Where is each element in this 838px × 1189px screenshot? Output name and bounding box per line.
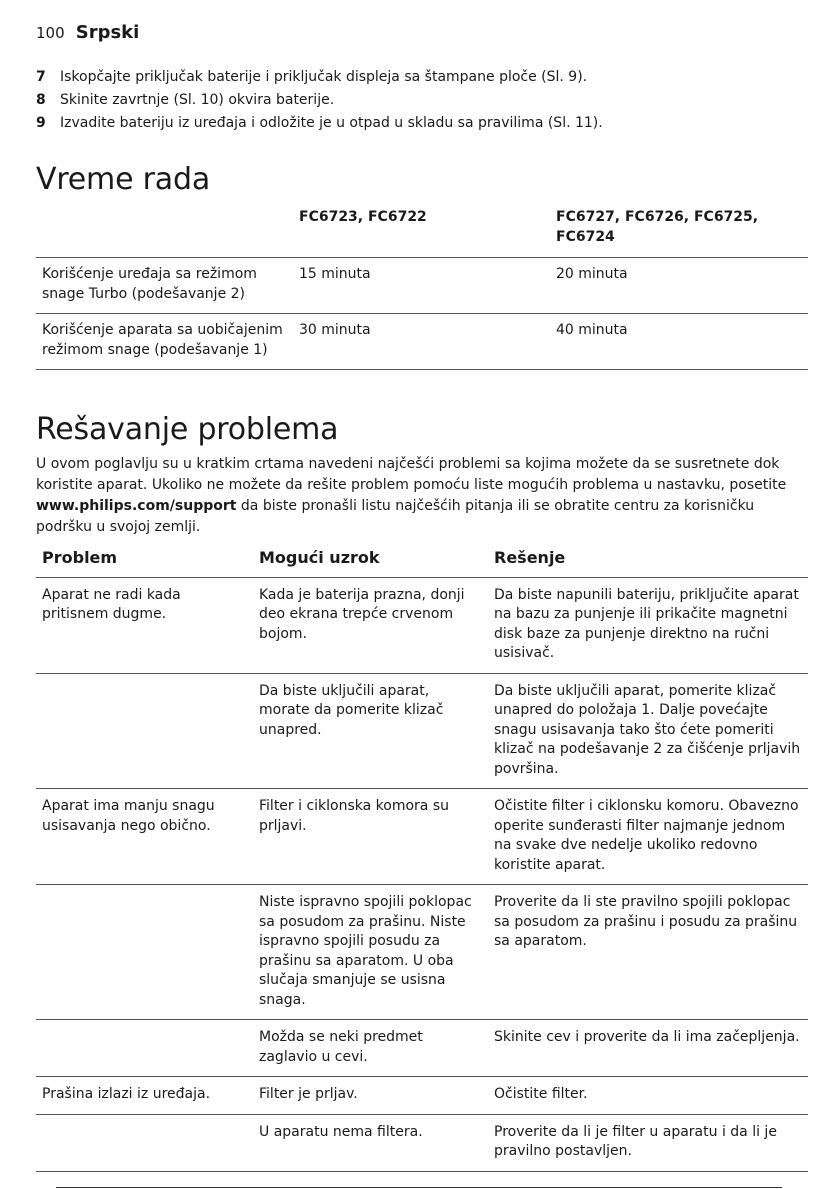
step-number: 7 [36,69,46,85]
table-cell: U aparatu nema filtera. [253,1114,488,1171]
table-row [36,1114,808,1171]
table-cell: Aparat ima manju snagu usisavanja nego obično. [36,789,253,885]
table-cell: Skinite cev i proverite da li ima začepljenja. [488,1020,808,1077]
table-cell: Filter je prljav. [253,1077,488,1115]
table-cell: Filter i ciklonska komora su prljavi. [253,789,488,885]
column-header: Problem [36,542,253,577]
table-cell: Proverite da li je filter u aparatu i da li je pravilno postavljen. [488,1114,808,1171]
table-cell [36,673,253,789]
table-cell: Aparat ne radi kada pritisnem dugme. [36,577,253,673]
table-cell: Korišćenje aparata sa uobičajenim režimom snage (podešavanje 1) [36,314,293,370]
runtime-heading: Vreme rada [36,162,211,197]
table-cell: Možda se neki predmet zaglavio u cevi. [253,1020,488,1077]
troubleshooting-heading: Rešavanje problema [36,412,339,447]
step-item [36,112,816,135]
footer-divider [56,1187,782,1188]
table-row [36,885,808,1020]
table-row [36,1020,808,1077]
step-item [36,66,816,89]
language-label: Srpski [75,22,140,43]
table-cell: 15 minuta [293,258,550,314]
table-cell: Da biste uključili aparat, pomerite klizač unapred do položaja 1. Dalje povećajte snagu usisavanja tako što ćete pomeriti klizač na podešavanje 2 za čišćenje prljavih površina. [488,673,808,789]
table-cell: Proverite da li ste pravilno spojili poklopac sa posudom za prašinu i posudu za prašinu sa aparatom. [488,885,808,1020]
table-cell: Očistite filter. [488,1077,808,1115]
table-cell: Prašina izlazi iz uređaja. [36,1077,253,1115]
table-header-row [36,203,808,258]
step-text: Skinite zavrtnje (Sl. 10) okvira baterije. [60,92,335,108]
table-cell: Niste ispravno spojili poklopac sa posudom za prašinu. Niste ispravno spojili posudu za prašinu sa aparatom. U oba slučaja smanjuje se usisna snaga. [253,885,488,1020]
table-cell: Da biste napunili bateriju, priključite aparat na bazu za punjenje ili prikačite magnetni disk baze za punjenje direktno na ručni usisivač. [488,577,808,673]
table-row [36,577,808,673]
support-link[interactable]: www.philips.com/support [36,498,237,514]
step-number: 8 [36,92,46,108]
page-header [36,22,139,43]
step-text: Iskopčajte priključak baterije i priključak displeja sa štampane ploče (Sl. 9). [60,69,588,85]
table-cell [36,1020,253,1077]
table-cell: 40 minuta [550,314,808,370]
table-cell: 20 minuta [550,258,808,314]
table-cell: Kada je baterija prazna, donji deo ekrana trepće crvenom bojom. [253,577,488,673]
step-text: Izvadite bateriju iz uređaja i odložite je u otpad u skladu sa pravilima (Sl. 11). [60,115,603,131]
column-header: Rešenje [488,542,808,577]
step-item [36,89,816,112]
intro-text: da biste pronašli listu najčešćih pitanja ili se obratite centru za korisničku podršku u svojoj zemlji. [36,498,755,535]
troubleshooting-intro [36,454,808,538]
table-cell: Da biste uključili aparat, morate da pomerite klizač unapred. [253,673,488,789]
table-row [36,673,808,789]
intro-text: U ovom poglavlju su u kratkim crtama navedeni najčešći problemi sa kojima možete da se susretnete dok koristite aparat. Ukoliko ne možete da rešite problem pomoću liste mogućih problema u nastavku, posetite [36,456,787,493]
troubleshooting-table [36,542,808,1172]
column-header [36,203,293,258]
table-cell: Korišćenje uređaja sa režimom snage Turbo (podešavanje 2) [36,258,293,314]
table-cell: 30 minuta [293,314,550,370]
page-number: 100 [36,24,65,42]
runtime-table [36,203,808,370]
table-row [36,789,808,885]
steps-list [36,66,816,135]
table-row [36,314,808,370]
table-cell [36,1114,253,1171]
column-header: Mogući uzrok [253,542,488,577]
table-cell: Očistite filter i ciklonsku komoru. Obavezno operite sunđerasti filter najmanje jednom na svake dve nedelje ukoliko redovno koristite aparat. [488,789,808,885]
table-row [36,258,808,314]
table-header-row [36,542,808,577]
table-cell [36,885,253,1020]
column-header: FC6723, FC6722 [293,203,550,258]
table-row [36,1077,808,1115]
column-header: FC6727, FC6726, FC6725, FC6724 [550,203,808,258]
step-number: 9 [36,115,46,131]
